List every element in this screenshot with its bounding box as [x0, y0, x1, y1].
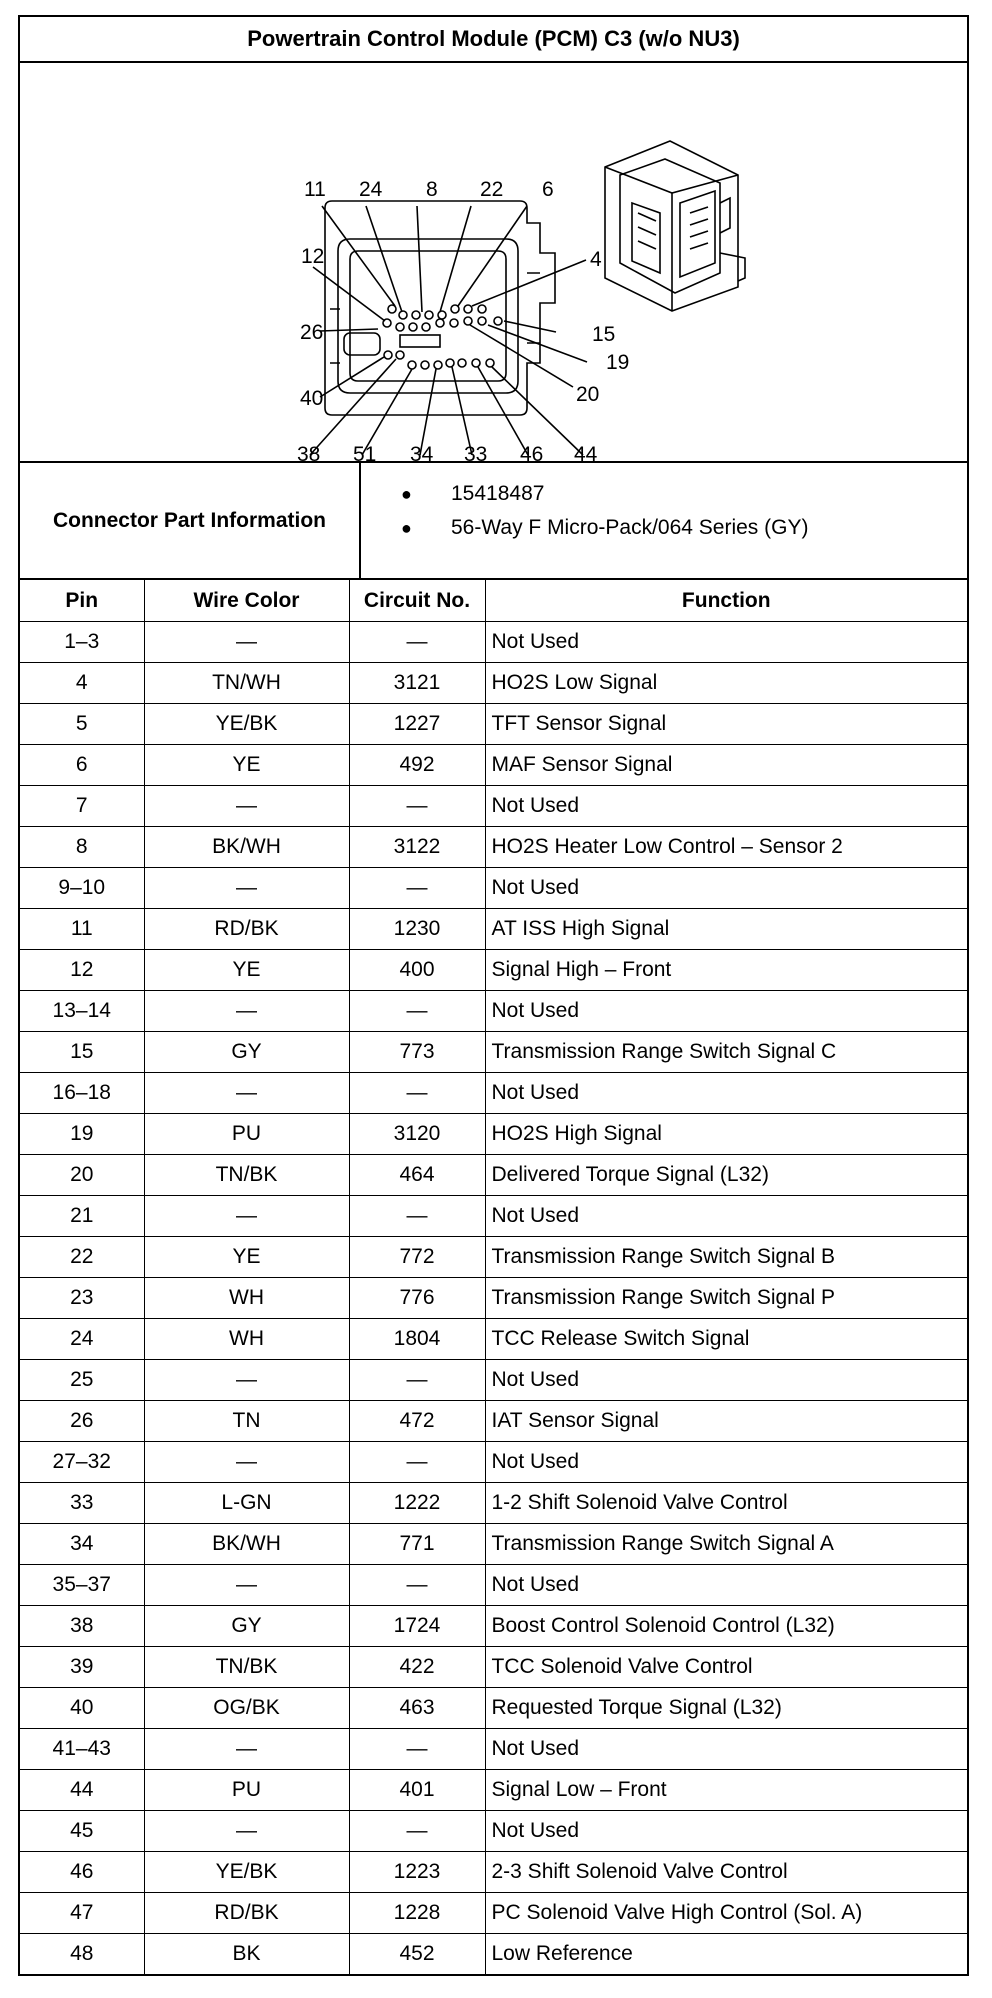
- pinout-sheet: [18, 15, 969, 1976]
- pin-cell: 33: [20, 1483, 144, 1524]
- table-row: [20, 704, 967, 745]
- column-header-circuit-no: Circuit No.: [349, 580, 485, 622]
- column-header-wire-color: Wire Color: [144, 580, 349, 622]
- wire-color-cell: —: [144, 991, 349, 1032]
- table-row: [20, 909, 967, 950]
- circuit-no-cell: —: [349, 1811, 485, 1852]
- pin-callout-label: 6: [542, 178, 554, 201]
- pin-cell: 22: [20, 1237, 144, 1278]
- function-cell: TCC Release Switch Signal: [485, 1319, 967, 1360]
- wire-color-cell: —: [144, 1360, 349, 1401]
- circuit-no-cell: —: [349, 622, 485, 663]
- function-cell: HO2S Heater Low Control – Sensor 2: [485, 827, 967, 868]
- circuit-no-cell: —: [349, 1565, 485, 1606]
- connector-face-drawing: [20, 63, 967, 461]
- function-cell: Not Used: [485, 622, 967, 663]
- function-cell: Low Reference: [485, 1934, 967, 1975]
- function-cell: Transmission Range Switch Signal C: [485, 1032, 967, 1073]
- wire-color-cell: L-GN: [144, 1483, 349, 1524]
- wire-color-cell: BK/WH: [144, 1524, 349, 1565]
- pin-callout-label: 38: [297, 443, 321, 461]
- pin-cell: 39: [20, 1647, 144, 1688]
- function-cell: IAT Sensor Signal: [485, 1401, 967, 1442]
- pin-cell: 47: [20, 1893, 144, 1934]
- table-row: [20, 868, 967, 909]
- pin-cell: 16–18: [20, 1073, 144, 1114]
- function-cell: Signal Low – Front: [485, 1770, 967, 1811]
- table-row: [20, 827, 967, 868]
- pin-callout-label: 34: [410, 443, 434, 461]
- table-row: [20, 950, 967, 991]
- pin-cell: 41–43: [20, 1729, 144, 1770]
- wire-color-cell: —: [144, 1073, 349, 1114]
- wire-color-cell: WH: [144, 1319, 349, 1360]
- pin-cell: 27–32: [20, 1442, 144, 1483]
- circuit-no-cell: 1724: [349, 1606, 485, 1647]
- table-row: [20, 1114, 967, 1155]
- function-cell: Not Used: [485, 1196, 967, 1237]
- connector-type: 56-Way F Micro-Pack/064 Series (GY): [451, 516, 809, 539]
- table-row: [20, 1729, 967, 1770]
- wire-color-cell: TN: [144, 1401, 349, 1442]
- function-cell: 1-2 Shift Solenoid Valve Control: [485, 1483, 967, 1524]
- wire-color-cell: YE/BK: [144, 1852, 349, 1893]
- connector-part-values: [361, 463, 967, 578]
- function-cell: Boost Control Solenoid Control (L32): [485, 1606, 967, 1647]
- function-cell: Not Used: [485, 1729, 967, 1770]
- function-cell: MAF Sensor Signal: [485, 745, 967, 786]
- function-cell: Not Used: [485, 786, 967, 827]
- pin-cell: 9–10: [20, 868, 144, 909]
- pin-cell: 25: [20, 1360, 144, 1401]
- table-row: [20, 1852, 967, 1893]
- circuit-no-cell: 492: [349, 745, 485, 786]
- circuit-no-cell: —: [349, 991, 485, 1032]
- circuit-no-cell: 1804: [349, 1319, 485, 1360]
- pin-cell: 6: [20, 745, 144, 786]
- circuit-no-cell: 1228: [349, 1893, 485, 1934]
- wire-color-cell: TN/BK: [144, 1155, 349, 1196]
- function-cell: Requested Torque Signal (L32): [485, 1688, 967, 1729]
- pin-callout-label: 24: [359, 178, 383, 201]
- pin-cell: 24: [20, 1319, 144, 1360]
- table-row: [20, 1770, 967, 1811]
- table-row: [20, 1196, 967, 1237]
- bullet-icon: ●: [401, 483, 412, 504]
- wire-color-cell: YE: [144, 950, 349, 991]
- pin-callout-label: 4: [590, 248, 602, 271]
- table-row: [20, 1401, 967, 1442]
- circuit-no-cell: 464: [349, 1155, 485, 1196]
- pin-cell: 20: [20, 1155, 144, 1196]
- table-row: [20, 1647, 967, 1688]
- wire-color-cell: —: [144, 1196, 349, 1237]
- table-row: [20, 786, 967, 827]
- pin-cell: 11: [20, 909, 144, 950]
- pin-cell: 35–37: [20, 1565, 144, 1606]
- circuit-no-cell: —: [349, 1442, 485, 1483]
- function-cell: Transmission Range Switch Signal B: [485, 1237, 967, 1278]
- pin-cell: 48: [20, 1934, 144, 1975]
- table-row: [20, 622, 967, 663]
- pin-callout-label: 40: [300, 387, 324, 410]
- pin-callout-label: 15: [592, 323, 616, 346]
- circuit-no-cell: 3122: [349, 827, 485, 868]
- pin-cell: 7: [20, 786, 144, 827]
- pin-callout-label: 33: [464, 443, 488, 461]
- connector-iso-view: [605, 141, 745, 311]
- function-cell: Not Used: [485, 1073, 967, 1114]
- wire-color-cell: YE: [144, 745, 349, 786]
- circuit-no-cell: 463: [349, 1688, 485, 1729]
- table-row: [20, 1073, 967, 1114]
- function-cell: PC Solenoid Valve High Control (Sol. A): [485, 1893, 967, 1934]
- wire-color-cell: TN/BK: [144, 1647, 349, 1688]
- function-cell: AT ISS High Signal: [485, 909, 967, 950]
- pin-callout-label: 22: [480, 178, 504, 201]
- pin-cell: 15: [20, 1032, 144, 1073]
- pin-cell: 5: [20, 704, 144, 745]
- wire-color-cell: TN/WH: [144, 663, 349, 704]
- wire-color-cell: —: [144, 786, 349, 827]
- connector-diagram: [20, 63, 967, 463]
- table-row: [20, 1237, 967, 1278]
- circuit-no-cell: —: [349, 1729, 485, 1770]
- column-header-function: Function: [485, 580, 967, 622]
- pin-cell: 8: [20, 827, 144, 868]
- circuit-no-cell: 1230: [349, 909, 485, 950]
- circuit-no-cell: —: [349, 1073, 485, 1114]
- function-cell: Delivered Torque Signal (L32): [485, 1155, 967, 1196]
- function-cell: Not Used: [485, 1811, 967, 1852]
- wire-color-cell: —: [144, 1565, 349, 1606]
- wire-color-cell: BK/WH: [144, 827, 349, 868]
- pin-cell: 19: [20, 1114, 144, 1155]
- pin-cell: 13–14: [20, 991, 144, 1032]
- table-row: [20, 1688, 967, 1729]
- pin-callout-label: 20: [576, 383, 600, 406]
- function-cell: Not Used: [485, 1442, 967, 1483]
- function-cell: Not Used: [485, 868, 967, 909]
- circuit-no-cell: 1222: [349, 1483, 485, 1524]
- pin-cell: 4: [20, 663, 144, 704]
- wire-color-cell: GY: [144, 1032, 349, 1073]
- circuit-no-cell: 773: [349, 1032, 485, 1073]
- connector-part-item: [401, 477, 967, 511]
- page-title: Powertrain Control Module (PCM) C3 (w/o NU3): [20, 17, 967, 63]
- circuit-no-cell: 1223: [349, 1852, 485, 1893]
- function-cell: Transmission Range Switch Signal P: [485, 1278, 967, 1319]
- table-row: [20, 1934, 967, 1975]
- table-row: [20, 1811, 967, 1852]
- part-number: 15418487: [451, 482, 545, 505]
- wire-color-cell: RD/BK: [144, 909, 349, 950]
- pin-cell: 40: [20, 1688, 144, 1729]
- table-row: [20, 663, 967, 704]
- function-cell: Not Used: [485, 1360, 967, 1401]
- connector-part-label: Connector Part Information: [20, 463, 361, 578]
- wire-color-cell: YE: [144, 1237, 349, 1278]
- circuit-no-cell: —: [349, 868, 485, 909]
- function-cell: Not Used: [485, 991, 967, 1032]
- bullet-icon: ●: [401, 517, 412, 538]
- pin-cell: 34: [20, 1524, 144, 1565]
- wire-color-cell: BK: [144, 1934, 349, 1975]
- circuit-no-cell: 1227: [349, 704, 485, 745]
- table-row: [20, 1278, 967, 1319]
- pin-cell: 23: [20, 1278, 144, 1319]
- function-cell: HO2S Low Signal: [485, 663, 967, 704]
- table-row: [20, 1483, 967, 1524]
- connector-part-item: [401, 511, 967, 545]
- function-cell: Not Used: [485, 1565, 967, 1606]
- pin-cell: 12: [20, 950, 144, 991]
- table-row: [20, 1606, 967, 1647]
- circuit-no-cell: 422: [349, 1647, 485, 1688]
- table-row: [20, 1032, 967, 1073]
- circuit-no-cell: 472: [349, 1401, 485, 1442]
- table-row: [20, 1524, 967, 1565]
- table-row: [20, 1565, 967, 1606]
- table-header-row: [20, 580, 967, 622]
- pin-callout-label: 51: [353, 443, 377, 461]
- function-cell: TCC Solenoid Valve Control: [485, 1647, 967, 1688]
- table-row: [20, 991, 967, 1032]
- pin-cell: 26: [20, 1401, 144, 1442]
- pinout-table: [20, 580, 967, 1974]
- circuit-no-cell: 771: [349, 1524, 485, 1565]
- wire-color-cell: —: [144, 622, 349, 663]
- pin-callout-label: 26: [300, 321, 324, 344]
- wire-color-cell: —: [144, 1442, 349, 1483]
- table-row: [20, 745, 967, 786]
- table-row: [20, 1442, 967, 1483]
- wire-color-cell: YE/BK: [144, 704, 349, 745]
- table-row: [20, 1893, 967, 1934]
- wire-color-cell: RD/BK: [144, 1893, 349, 1934]
- wire-color-cell: —: [144, 1729, 349, 1770]
- table-row: [20, 1319, 967, 1360]
- circuit-no-cell: 3120: [349, 1114, 485, 1155]
- function-cell: 2-3 Shift Solenoid Valve Control: [485, 1852, 967, 1893]
- pin-cell: 44: [20, 1770, 144, 1811]
- circuit-no-cell: 776: [349, 1278, 485, 1319]
- pin-cell: 46: [20, 1852, 144, 1893]
- function-cell: Transmission Range Switch Signal A: [485, 1524, 967, 1565]
- pin-callout-label: 19: [606, 351, 630, 374]
- column-header-pin: Pin: [20, 580, 144, 622]
- wire-color-cell: —: [144, 868, 349, 909]
- circuit-no-cell: 401: [349, 1770, 485, 1811]
- pin-callout-label: 44: [574, 443, 598, 461]
- table-row: [20, 1360, 967, 1401]
- pin-callout-label: 8: [426, 178, 438, 201]
- wire-color-cell: GY: [144, 1606, 349, 1647]
- wire-color-cell: OG/BK: [144, 1688, 349, 1729]
- wire-color-cell: WH: [144, 1278, 349, 1319]
- circuit-no-cell: —: [349, 1196, 485, 1237]
- pin-callout-label: 12: [301, 245, 325, 268]
- wire-color-cell: PU: [144, 1770, 349, 1811]
- pin-cell: 45: [20, 1811, 144, 1852]
- circuit-no-cell: —: [349, 1360, 485, 1401]
- table-row: [20, 1155, 967, 1196]
- function-cell: TFT Sensor Signal: [485, 704, 967, 745]
- circuit-no-cell: 452: [349, 1934, 485, 1975]
- pin-callout-label: 11: [304, 178, 326, 201]
- pin-cell: 21: [20, 1196, 144, 1237]
- circuit-no-cell: —: [349, 786, 485, 827]
- wire-color-cell: —: [144, 1811, 349, 1852]
- pin-cell: 38: [20, 1606, 144, 1647]
- circuit-no-cell: 772: [349, 1237, 485, 1278]
- circuit-no-cell: 3121: [349, 663, 485, 704]
- function-cell: HO2S High Signal: [485, 1114, 967, 1155]
- connector-part-information: [20, 463, 967, 580]
- pin-cell: 1–3: [20, 622, 144, 663]
- circuit-no-cell: 400: [349, 950, 485, 991]
- wire-color-cell: PU: [144, 1114, 349, 1155]
- pin-callout-label: 46: [520, 443, 544, 461]
- function-cell: Signal High – Front: [485, 950, 967, 991]
